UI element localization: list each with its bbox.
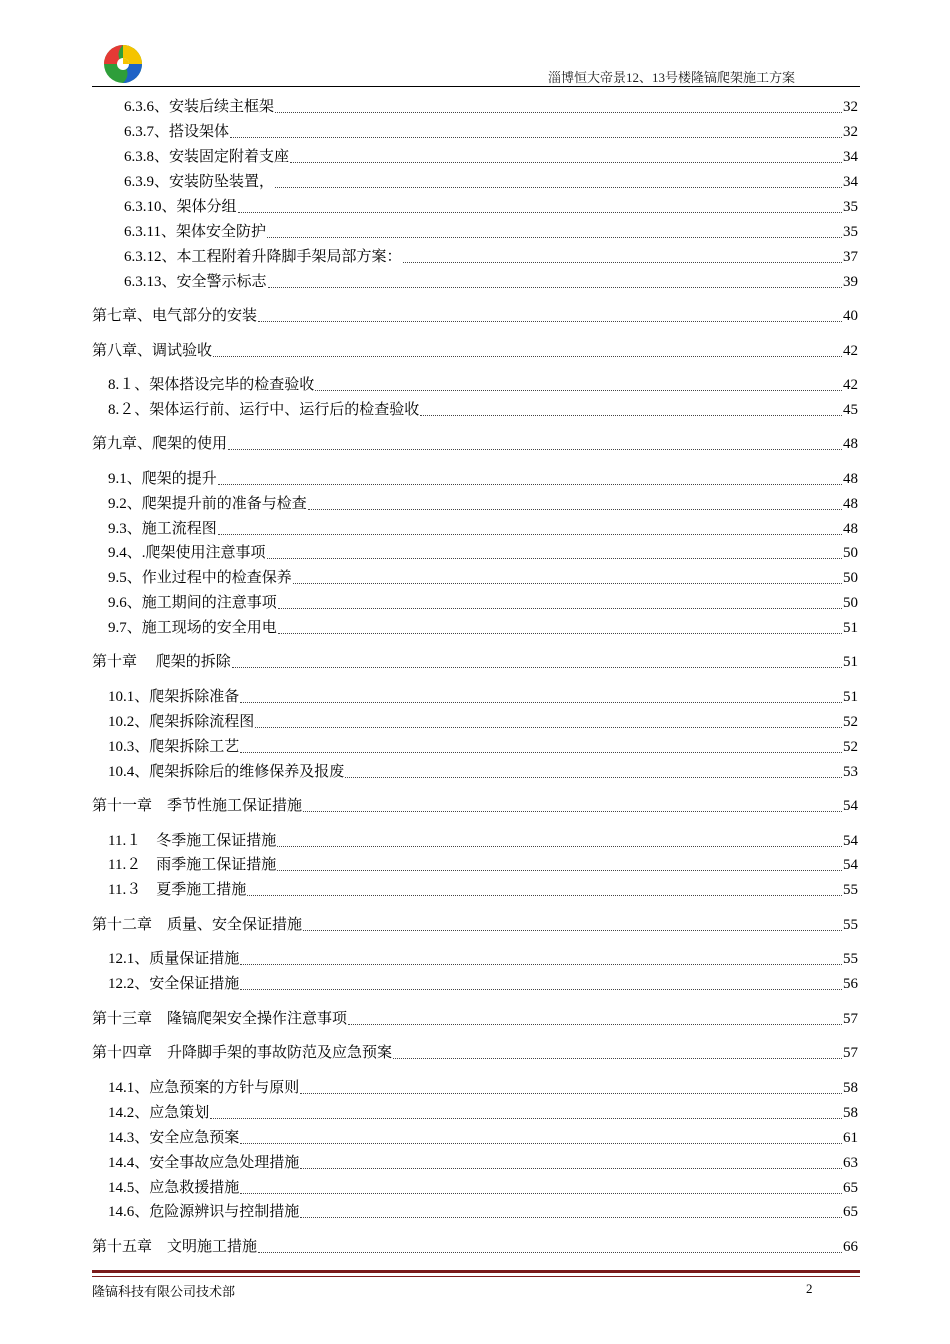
toc-entry-title: 6.3.9、安装防坠装置，	[124, 174, 275, 190]
toc-entry-title: 6.3.11、架体安全防护	[124, 224, 266, 240]
toc-entry-page: 57	[843, 1045, 858, 1061]
toc-entry-title: 10.2、爬架拆除流程图	[108, 714, 255, 730]
toc-entry-page: 53	[843, 764, 858, 780]
toc-entry-page: 58	[843, 1080, 858, 1096]
toc-entry-page: 55	[843, 951, 858, 967]
toc-entry-chapter-8[interactable]	[92, 339, 858, 361]
toc-entry-title: 14.2、应急策划	[108, 1105, 210, 1121]
toc-entry-6-3-6[interactable]	[124, 95, 858, 117]
toc-entry-title: 6.3.13、安全警示标志	[124, 274, 267, 290]
toc-entry-14-3[interactable]	[108, 1126, 858, 1148]
toc-entry-title: 14.1、应急预案的方针与原则	[108, 1080, 300, 1096]
toc-entry-page: 48	[843, 496, 858, 512]
toc-entry-chapter-13[interactable]	[92, 1007, 858, 1029]
dot-leader	[240, 752, 842, 753]
dot-leader	[240, 702, 842, 703]
toc-entry-10-4[interactable]	[108, 760, 858, 782]
dot-leader	[275, 187, 842, 188]
toc-entry-page: 55	[843, 917, 858, 933]
toc-entry-title: 14.4、安全事故应急处理措施	[108, 1155, 300, 1171]
toc-entry-page: 54	[843, 833, 858, 849]
toc-entry-page: 65	[843, 1180, 858, 1196]
toc-entry-title: 第九章、爬架的使用	[92, 436, 228, 452]
footer-company: 隆镐科技有限公司技术部	[92, 1284, 236, 1299]
toc-entry-page: 55	[843, 882, 858, 898]
toc-entry-chapter-11[interactable]	[92, 794, 858, 816]
footer-divider-thick	[92, 1270, 860, 1273]
toc-entry-10-1[interactable]	[108, 685, 858, 707]
toc-entry-page: 39	[843, 274, 858, 290]
dot-leader	[210, 1118, 842, 1119]
dot-leader	[277, 870, 842, 871]
dot-leader	[308, 509, 842, 510]
toc-entry-title: 11.２ 雨季施工保证措施	[108, 857, 277, 873]
toc-entry-page: 52	[843, 739, 858, 755]
toc-entry-title: 9.1、爬架的提升	[108, 471, 217, 487]
dot-leader	[240, 964, 842, 965]
toc-entry-title: 第十二章 质量、安全保证措施	[92, 917, 303, 933]
toc-entry-title: 第十章 爬架的拆除	[92, 654, 231, 670]
toc-entry-title: 9.5、作业过程中的检查保养	[108, 570, 292, 586]
toc-entry-11-1[interactable]	[108, 829, 858, 851]
toc-entry-9-4[interactable]	[108, 541, 858, 563]
dot-leader	[240, 1143, 842, 1144]
dot-leader	[300, 1217, 842, 1218]
toc-entry-chapter-14[interactable]	[92, 1041, 858, 1063]
toc-entry-title: 11.３ 夏季施工措施	[108, 882, 247, 898]
toc-entry-title: 14.5、应急救援措施	[108, 1180, 240, 1196]
dot-leader	[278, 608, 842, 609]
toc-entry-title: 12.2、安全保证措施	[108, 976, 240, 992]
toc-entry-page: 40	[843, 308, 858, 324]
toc-entry-14-4[interactable]	[108, 1151, 858, 1173]
toc-entry-12-1[interactable]	[108, 947, 858, 969]
toc-entry-14-6[interactable]	[108, 1200, 858, 1222]
dot-leader	[267, 237, 842, 238]
toc-entry-page: 32	[843, 99, 858, 115]
toc-entry-11-2[interactable]	[108, 853, 858, 875]
toc-entry-9-6[interactable]	[108, 591, 858, 613]
toc-entry-page: 45	[843, 402, 858, 418]
toc-entry-title: 8.１、架体搭设完毕的检查验收	[108, 377, 315, 393]
document-header-title: 淄博恒大帝景12、13号楼隆镐爬架施工方案	[547, 70, 795, 85]
toc-entry-title: 10.3、爬架拆除工艺	[108, 739, 240, 755]
company-logo	[103, 44, 143, 84]
toc-entry-page: 48	[843, 436, 858, 452]
toc-entry-page: 48	[843, 521, 858, 537]
toc-entry-page: 34	[843, 149, 858, 165]
toc-entry-page: 35	[843, 224, 858, 240]
dot-leader	[293, 583, 842, 584]
toc-entry-title: 第八章、调试验收	[92, 343, 213, 359]
toc-entry-page: 54	[843, 857, 858, 873]
footer-page-number: 2	[806, 1281, 813, 1296]
dot-leader	[232, 667, 842, 668]
toc-entry-title: 第七章、电气部分的安装	[92, 308, 258, 324]
toc-entry-page: 37	[843, 249, 858, 265]
dot-leader	[300, 1093, 842, 1094]
toc-entry-9-1[interactable]	[108, 467, 858, 489]
toc-entry-page: 51	[843, 689, 858, 705]
toc-entry-page: 50	[843, 545, 858, 561]
toc-entry-page: 42	[843, 377, 858, 393]
toc-entry-page: 51	[843, 654, 858, 670]
dot-leader	[238, 212, 842, 213]
toc-entry-8-2[interactable]	[108, 398, 858, 420]
toc-entry-10-3[interactable]	[108, 735, 858, 757]
dot-leader	[255, 727, 842, 728]
toc-entry-page: 50	[843, 595, 858, 611]
dot-leader	[303, 930, 842, 931]
toc-entry-title: 第十四章 升降脚手架的事故防范及应急预案	[92, 1045, 393, 1061]
toc-entry-chapter-10[interactable]	[92, 650, 858, 672]
toc-entry-title: 第十五章 文明施工措施	[92, 1239, 258, 1255]
toc-entry-title: 12.1、质量保证措施	[108, 951, 240, 967]
toc-entry-title: 6.3.10、架体分组	[124, 199, 237, 215]
toc-entry-page: 51	[843, 620, 858, 636]
toc-entry-page: 50	[843, 570, 858, 586]
toc-entry-chapter-12[interactable]	[92, 913, 858, 935]
toc-entry-page: 54	[843, 798, 858, 814]
toc-entry-6-3-10[interactable]	[124, 195, 858, 217]
toc-entry-14-2[interactable]	[108, 1101, 858, 1123]
toc-entry-page: 35	[843, 199, 858, 215]
toc-entry-title: 9.2、爬架提升前的准备与检查	[108, 496, 307, 512]
footer-divider-thin	[92, 1276, 860, 1277]
toc-entry-9-3[interactable]	[108, 517, 858, 539]
dot-leader	[290, 162, 842, 163]
toc-entry-6-3-11[interactable]	[124, 220, 858, 242]
toc-entry-title: 8.２、架体运行前、运行中、运行后的检查验收	[108, 402, 420, 418]
dot-leader	[420, 415, 842, 416]
header-divider	[92, 86, 860, 87]
dot-leader	[218, 534, 842, 535]
dot-leader	[403, 262, 842, 263]
dot-leader	[277, 846, 842, 847]
toc-entry-14-1[interactable]	[108, 1076, 858, 1098]
dot-leader	[345, 777, 842, 778]
toc-entry-9-7[interactable]	[108, 616, 858, 638]
toc-entry-page: 42	[843, 343, 858, 359]
dot-leader	[303, 811, 842, 812]
dot-leader	[240, 1193, 842, 1194]
dot-leader	[393, 1058, 842, 1059]
toc-entry-9-5[interactable]	[108, 566, 858, 588]
toc-entry-title: 10.4、爬架拆除后的维修保养及报废	[108, 764, 345, 780]
toc-entry-title: 9.3、施工流程图	[108, 521, 217, 537]
toc-entry-page: 32	[843, 124, 858, 140]
dot-leader	[213, 356, 842, 357]
toc-entry-6-3-8[interactable]	[124, 145, 858, 167]
toc-entry-title: 14.3、安全应急预案	[108, 1130, 240, 1146]
toc-entry-title: 第十一章 季节性施工保证措施	[92, 798, 303, 814]
toc-entry-title: 14.6、危险源辨识与控制措施	[108, 1204, 300, 1220]
dot-leader	[348, 1024, 842, 1025]
toc-entry-title: 第十三章 隆镐爬架安全操作注意事项	[92, 1011, 348, 1027]
dot-leader	[218, 484, 842, 485]
dot-leader	[240, 989, 842, 990]
toc-entry-title: 11.１ 冬季施工保证措施	[108, 833, 277, 849]
toc-entry-title: 10.1、爬架拆除准备	[108, 689, 240, 705]
toc-entry-page: 34	[843, 174, 858, 190]
toc-entry-page: 57	[843, 1011, 858, 1027]
toc-entry-chapter-9[interactable]	[92, 432, 858, 454]
toc-entry-page: 61	[843, 1130, 858, 1146]
toc-entry-page: 63	[843, 1155, 858, 1171]
toc-entry-title: 6.3.6、安装后续主框架	[124, 99, 275, 115]
toc-entry-14-5[interactable]	[108, 1176, 858, 1198]
dot-leader	[258, 321, 842, 322]
toc-entry-6-3-12[interactable]	[124, 245, 858, 267]
toc-entry-11-3[interactable]	[108, 878, 858, 900]
dot-leader	[258, 1252, 842, 1253]
toc-entry-title: 6.3.12、本工程附着升降脚手架局部方案：	[124, 249, 402, 265]
dot-leader	[278, 633, 842, 634]
toc-entry-title: 6.3.8、安装固定附着支座	[124, 149, 290, 165]
dot-leader	[315, 390, 842, 391]
dot-leader	[275, 112, 842, 113]
toc-entry-chapter-7[interactable]	[92, 304, 858, 326]
toc-entry-title: 9.7、施工现场的安全用电	[108, 620, 277, 636]
toc-entry-12-2[interactable]	[108, 972, 858, 994]
toc-entry-title: 6.3.7、搭设架体	[124, 124, 230, 140]
toc-entry-title: 9.4、.爬架使用注意事项	[108, 545, 266, 561]
toc-entry-6-3-13[interactable]	[124, 270, 858, 292]
toc-entry-page: 65	[843, 1204, 858, 1220]
dot-leader	[228, 449, 842, 450]
toc-entry-6-3-7[interactable]	[124, 120, 858, 142]
dot-leader	[247, 895, 842, 896]
toc-entry-chapter-15[interactable]	[92, 1235, 858, 1257]
toc-entry-title: 9.6、施工期间的注意事项	[108, 595, 277, 611]
toc-entry-page: 48	[843, 471, 858, 487]
toc-entry-6-3-9[interactable]	[124, 170, 858, 192]
dot-leader	[267, 558, 842, 559]
toc-entry-page: 56	[843, 976, 858, 992]
toc-entry-page: 52	[843, 714, 858, 730]
dot-leader	[230, 137, 842, 138]
dot-leader	[268, 287, 842, 288]
toc-entry-9-2[interactable]	[108, 492, 858, 514]
dot-leader	[300, 1168, 842, 1169]
toc-entry-10-2[interactable]	[108, 710, 858, 732]
toc-entry-8-1[interactable]	[108, 373, 858, 395]
toc-entry-page: 58	[843, 1105, 858, 1121]
toc-entry-page: 66	[843, 1239, 858, 1255]
